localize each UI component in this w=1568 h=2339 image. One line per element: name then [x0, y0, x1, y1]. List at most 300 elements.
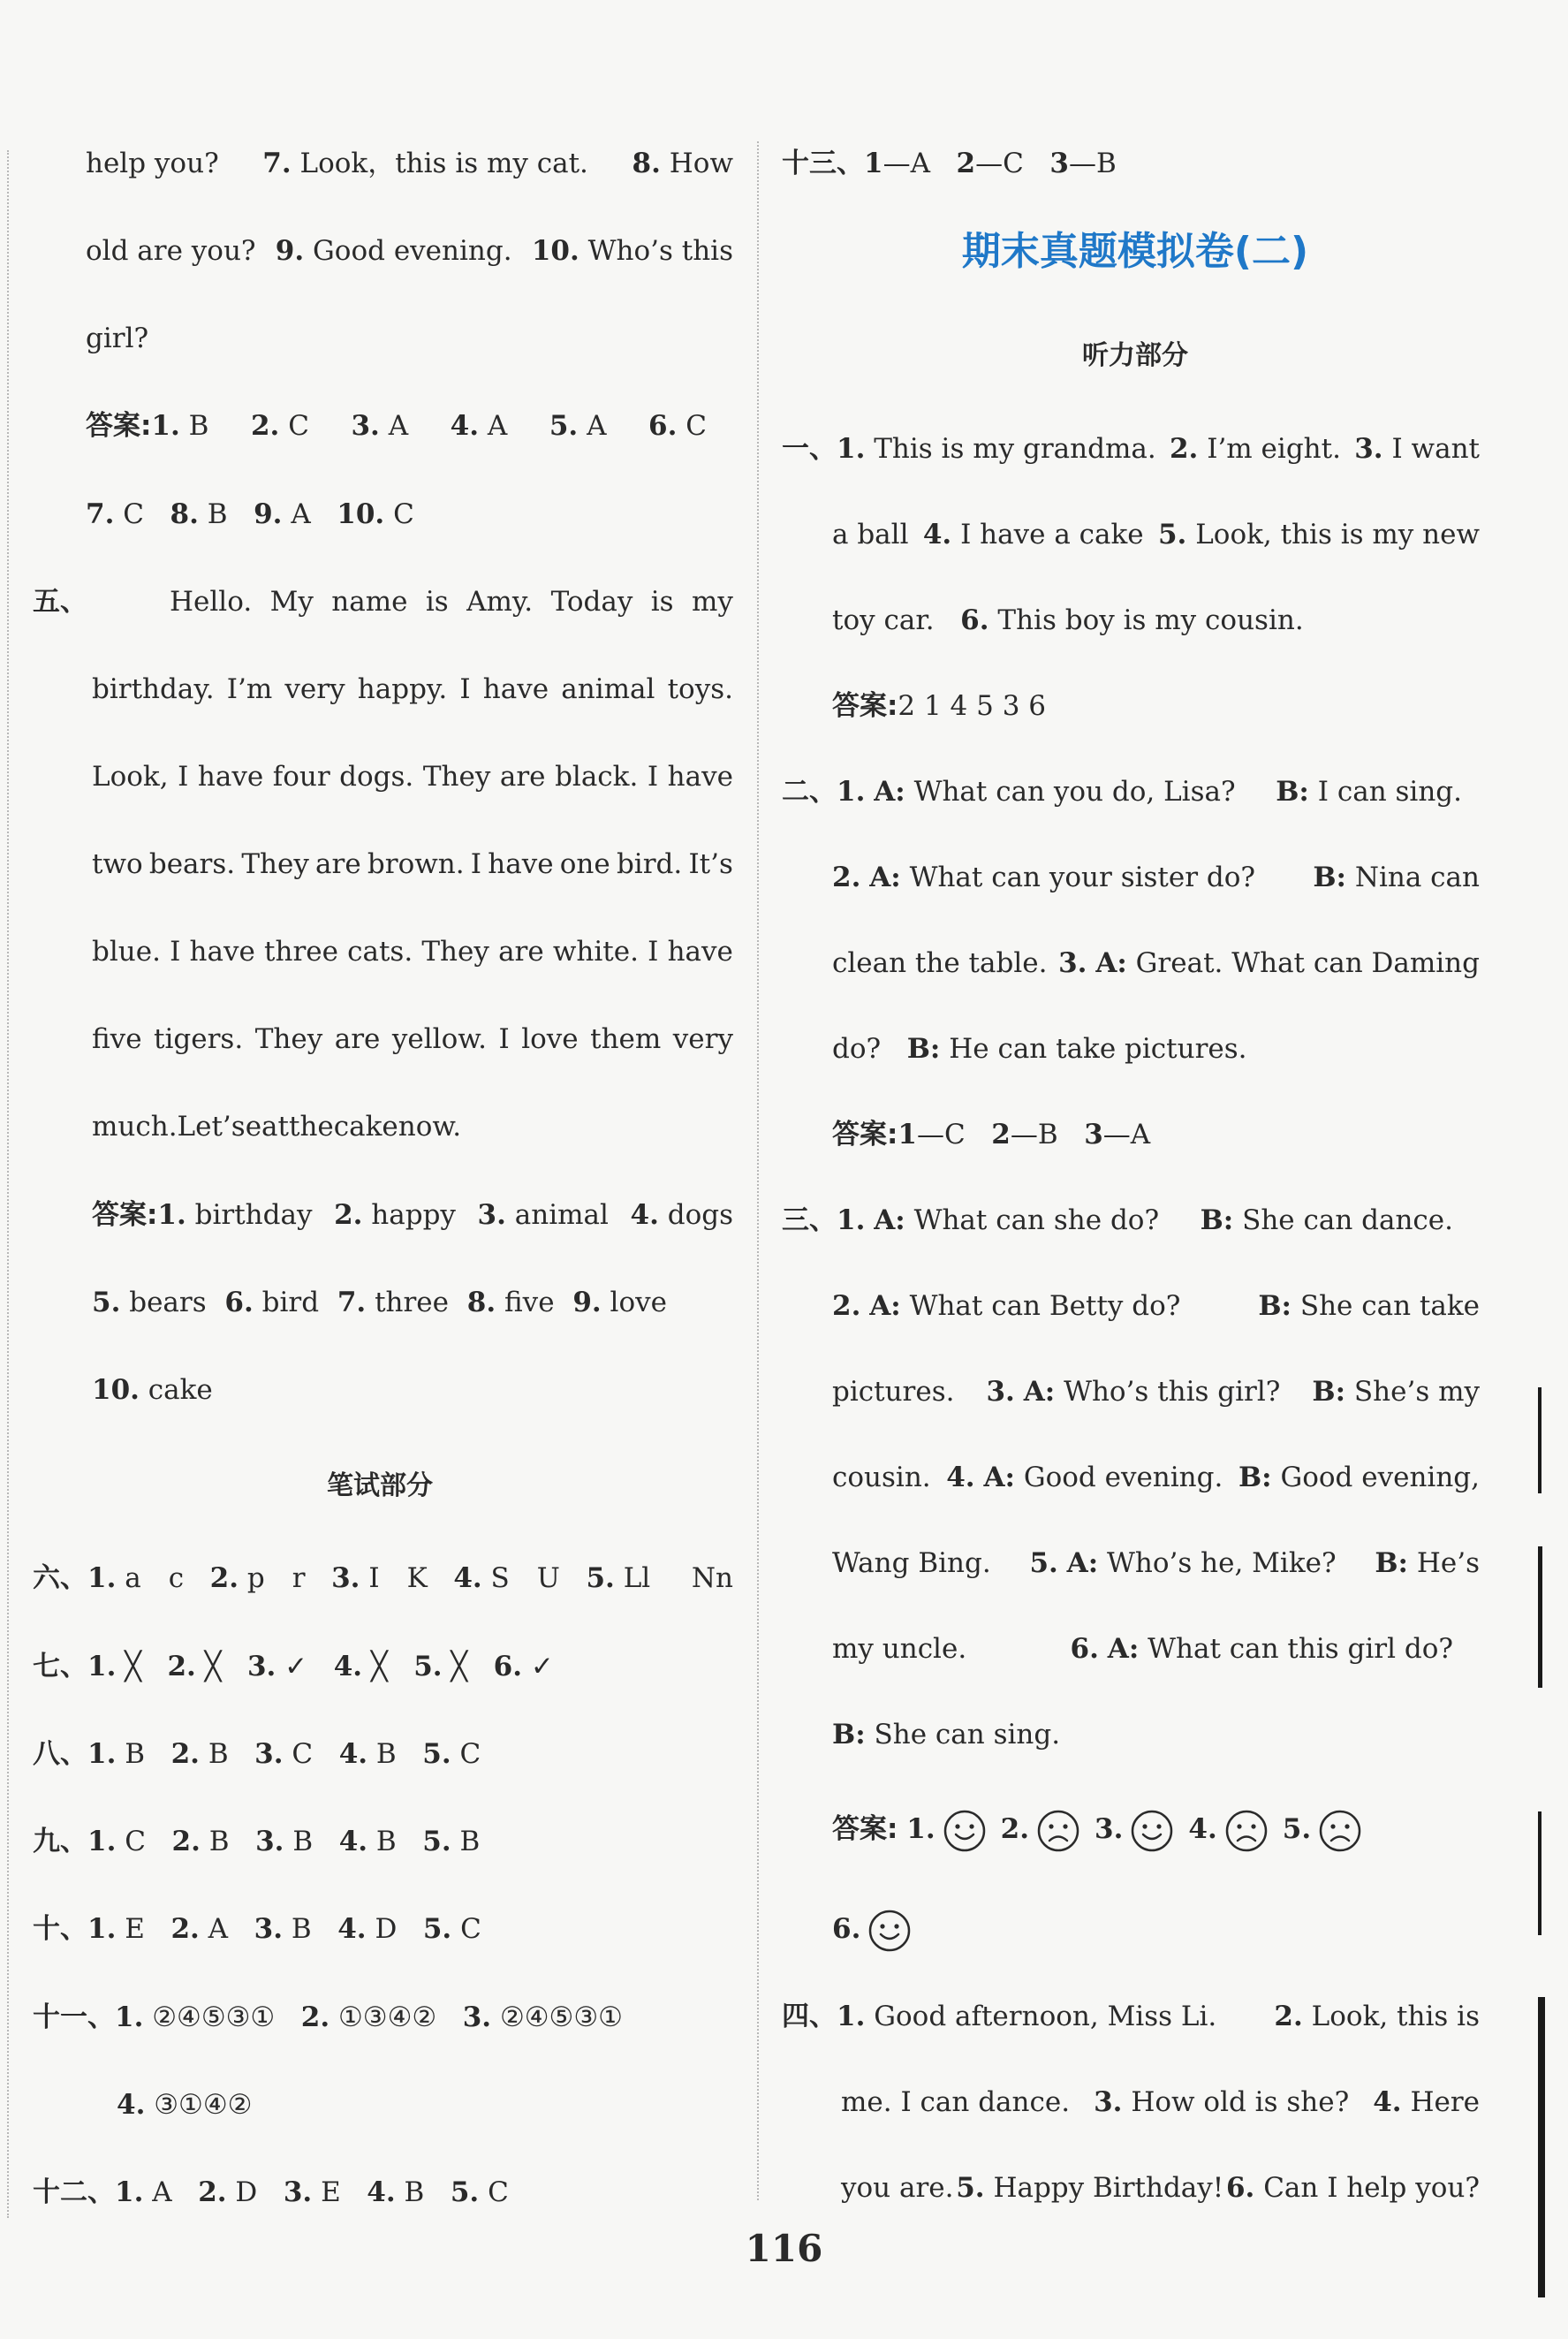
passage-line-4 [92, 838, 733, 891]
num: 6. [224, 1287, 254, 1318]
passage-word: much. [92, 1111, 178, 1143]
num: 1. [837, 2001, 866, 2032]
num: 4. [338, 1826, 368, 1857]
value: C [686, 410, 707, 442]
value: B [291, 1913, 312, 1945]
left-margin-divider [7, 150, 9, 2218]
speaker: A: [1023, 1376, 1056, 1408]
value: C [488, 2176, 509, 2208]
text: Nina can [1354, 862, 1480, 893]
answer-num: 1. [906, 1813, 935, 1845]
section-3-line-a [782, 1194, 1453, 1247]
passage-word: cats. [347, 936, 413, 968]
value: ①③④② [338, 2001, 437, 2033]
text: a ball [832, 519, 909, 551]
line-2 [86, 224, 733, 277]
num: 3. [1094, 2086, 1123, 2118]
value: A [152, 2176, 172, 2208]
num: 4. [1373, 2086, 1402, 2118]
num: 5. [549, 410, 579, 442]
sad-face-icon [1036, 1809, 1080, 1853]
speaker: B: [1258, 1290, 1292, 1322]
num: 1. [87, 1913, 117, 1945]
num: 3 [1049, 148, 1069, 179]
num: 10. [337, 498, 385, 530]
value: B [375, 1826, 397, 1857]
speaker: B: [832, 1719, 866, 1750]
passage-word: black. [555, 761, 639, 793]
section-2-answer [832, 1108, 1506, 1161]
passage-word: I [170, 936, 181, 968]
passage-word: I [470, 848, 482, 880]
num: 8. [632, 148, 661, 179]
value: B [375, 1738, 397, 1770]
answer-num: 2. [1000, 1813, 1030, 1845]
passage-word: is [425, 586, 449, 618]
passage-word: tigers. [154, 1023, 244, 1055]
text: Good evening. [1023, 1462, 1223, 1493]
num: 2 [991, 1119, 1011, 1151]
passage-word: two [92, 848, 143, 880]
num: 2. [334, 1199, 363, 1231]
passage-word: Let’s [177, 1111, 246, 1143]
section-2-line-b [832, 851, 1480, 904]
num: 2. [1169, 433, 1199, 465]
passage-word: birthday. [92, 673, 215, 705]
happy-face-icon [1130, 1809, 1174, 1853]
passage-word: It’s [688, 848, 733, 880]
answer-label: 答案: [832, 1813, 898, 1845]
passage-word: my [691, 586, 733, 618]
section-2-line-d [832, 1022, 1506, 1075]
num: 7. [86, 498, 115, 530]
num: 2. [170, 1738, 200, 1770]
section-3-line-f [832, 1622, 1453, 1675]
answer-line-5 [86, 488, 760, 541]
speaker: A: [1066, 1547, 1099, 1579]
listening-part-heading: 听力部分 [1082, 340, 1188, 371]
num: 4. [922, 519, 952, 551]
answer-5-line-a [92, 1188, 733, 1242]
text: Good evening, [1280, 1462, 1480, 1493]
sad-face-icon [1318, 1809, 1362, 1853]
value: A [208, 1913, 229, 1945]
section-label: 四、 [782, 2001, 837, 2032]
passage-word: have [189, 936, 255, 968]
passage-word: yellow. [391, 1023, 487, 1055]
value: ╳ [370, 1651, 388, 1682]
num: 3. [1354, 433, 1383, 465]
value: ╳ [451, 1651, 468, 1682]
passage-word: dogs. [339, 761, 414, 793]
written-part-heading: 笔试部分 [327, 1470, 433, 1501]
num: 6. [493, 1651, 523, 1682]
passage-word: them [590, 1023, 662, 1055]
question-12 [33, 2166, 760, 2219]
section-3-line-e [832, 1537, 1480, 1590]
question-label: 十三、 [782, 148, 864, 179]
num: 4. [450, 410, 480, 442]
value: ✓ [530, 1651, 554, 1682]
text: This boy is my cousin. [997, 604, 1304, 636]
value: dogs [667, 1199, 733, 1231]
value: D [375, 1913, 398, 1945]
num: 3. [477, 1199, 506, 1231]
num: 4. [630, 1199, 659, 1231]
section-3-line-g [832, 1708, 1506, 1761]
question-label: 九、 [33, 1826, 87, 1857]
question-label: 十二、 [33, 2176, 115, 2208]
num: 8. [170, 498, 199, 530]
question-label: 八、 [33, 1738, 87, 1770]
num: 1 [864, 148, 883, 179]
passage-word: I [498, 1023, 510, 1055]
value: ②④⑤③① [499, 2001, 623, 2033]
passage-word: Today [550, 586, 633, 618]
num: 2. [250, 410, 280, 442]
text: He’s [1416, 1547, 1480, 1579]
passage-word: have [482, 673, 549, 705]
text: Good afternoon, Miss Li. [874, 2001, 1217, 2032]
question-11 [33, 1991, 760, 2044]
value: p r [246, 1562, 306, 1594]
section-3-answer-continued [832, 1898, 1506, 1960]
value: S U [490, 1562, 560, 1594]
value: a c [125, 1562, 185, 1594]
passage-word: have [197, 761, 264, 793]
passage-word: are [498, 936, 544, 968]
value: C [125, 1826, 146, 1857]
passage-word: have [667, 936, 733, 968]
text: you are. [841, 2172, 954, 2204]
text: Look, this is my new [1195, 519, 1480, 551]
num: 6. [1225, 2172, 1255, 2204]
speaker: A: [874, 776, 905, 808]
num: 5. [92, 1287, 121, 1318]
num: 3. [1058, 947, 1087, 979]
section-1-line-c [832, 594, 1506, 647]
value: B [404, 2176, 425, 2208]
text: What can you do, Lisa? [913, 776, 1236, 808]
passage-word: They [241, 848, 309, 880]
value: C [459, 1738, 481, 1770]
speaker: B: [1276, 776, 1309, 808]
question-10 [33, 1902, 760, 1955]
text: What can she do? [913, 1204, 1160, 1236]
text: Happy Birthday! [993, 2172, 1224, 2204]
num: 5. [422, 1913, 452, 1945]
value: —B [1010, 1119, 1058, 1151]
num: 5. [586, 1562, 615, 1594]
speaker: B: [906, 1033, 941, 1065]
value: B [292, 1826, 314, 1857]
value: ③①④② [154, 2089, 253, 2121]
passage-word: I’m [226, 673, 273, 705]
answer-label: 答案: [86, 410, 152, 442]
num: 7. [262, 148, 292, 179]
num: 1. [87, 1562, 117, 1594]
page-edge-mark [1538, 1811, 1541, 1935]
num: 2 [956, 148, 976, 179]
section-1-answer [832, 680, 1506, 733]
speaker: B: [1312, 1376, 1346, 1408]
num: 1 [898, 1119, 917, 1151]
answer-label: 答案: [832, 690, 898, 722]
passage-word: animal [561, 673, 655, 705]
passage-word: I [459, 673, 471, 705]
num: 3. [246, 1651, 276, 1682]
num: 5. [450, 2176, 480, 2208]
question-label: 七、 [33, 1651, 87, 1682]
speaker: B: [1200, 1204, 1234, 1236]
value: —A [1102, 1119, 1151, 1151]
text: pictures. [832, 1376, 955, 1408]
speaker: B: [1313, 862, 1346, 893]
text: I want [1391, 433, 1480, 465]
num: 8. [466, 1287, 496, 1318]
text: What can your sister do? [909, 862, 1256, 893]
num: 3. [283, 2176, 313, 2208]
text: She can dance. [1242, 1204, 1453, 1236]
text: She can take [1299, 1290, 1480, 1322]
question-8 [33, 1728, 760, 1781]
passage-word: I [178, 761, 189, 793]
answer-label: 答案: [832, 1119, 898, 1151]
num: 5. [413, 1651, 443, 1682]
num: 3 [1084, 1119, 1103, 1151]
passage-word: happy. [357, 673, 448, 705]
text: me. I can dance. [841, 2086, 1071, 2118]
value: A [487, 410, 508, 442]
passage-word: four [272, 761, 330, 793]
answer-5-line-c [92, 1363, 760, 1416]
value: B [125, 1738, 146, 1770]
num: 9. [572, 1287, 602, 1318]
value: C [288, 410, 309, 442]
speaker: A: [1095, 947, 1127, 979]
num: 2. [832, 862, 861, 893]
text: toy car. [832, 604, 935, 636]
question-label: 十一、 [33, 2001, 115, 2033]
text: Wang Bing. [832, 1547, 991, 1579]
passage-line-5 [92, 925, 733, 978]
page-edge-mark [1538, 1997, 1545, 2297]
section-4-line-c [841, 2161, 1480, 2214]
text: How old is she? [1131, 2086, 1350, 2118]
passage-word: love [521, 1023, 579, 1055]
text: clean the table. [832, 947, 1048, 979]
answer-label: 答案: [92, 1199, 158, 1231]
answer-line-4 [86, 399, 707, 452]
text: I can sing. [1317, 776, 1462, 808]
num: 2. [198, 2176, 227, 2208]
text: I’m eight. [1207, 433, 1341, 465]
num: 1. [115, 2001, 144, 2033]
value: ╳ [125, 1651, 141, 1682]
section-label: 一、 [782, 433, 837, 465]
passage-word: bears. [148, 848, 236, 880]
passage-word: one [559, 848, 610, 880]
num: 4. [946, 1462, 975, 1493]
value: 2 1 4 5 3 6 [898, 690, 1047, 722]
text: Look，this is my cat. [299, 148, 588, 179]
section-2-line-a [782, 765, 1462, 818]
value: —C [975, 148, 1024, 179]
text: old are you? [86, 235, 256, 267]
value: E [321, 2176, 341, 2208]
passage-line-2 [92, 663, 733, 716]
passage-line-3 [92, 750, 733, 803]
value: B [207, 498, 228, 530]
value: D [235, 2176, 258, 2208]
num: 2. [170, 1913, 200, 1945]
text: She can sing. [874, 1719, 1061, 1750]
passage-word: is [650, 586, 674, 618]
num: 10. [531, 235, 579, 267]
value: birthday [194, 1199, 313, 1231]
value: animal [514, 1199, 609, 1231]
value: A [587, 410, 607, 442]
text: This is my grandma. [874, 433, 1156, 465]
value: B [208, 1738, 229, 1770]
num: 3. [254, 1913, 283, 1945]
value: three [375, 1287, 449, 1318]
page-number: 116 [745, 2227, 823, 2270]
passage-word: cake [333, 1111, 398, 1143]
num: 2. [167, 1651, 196, 1682]
text: Who’s this [587, 235, 733, 267]
passage-word: blue. [92, 936, 161, 968]
value: —A [882, 148, 930, 179]
value: bird [261, 1287, 320, 1318]
section-2-line-c [832, 937, 1480, 990]
passage-word: My [269, 586, 314, 618]
line-1 [86, 137, 733, 190]
num: 2. [1274, 2001, 1303, 2032]
passage-word: Amy. [466, 586, 534, 618]
speaker: A: [1107, 1633, 1140, 1665]
value: —B [1068, 148, 1117, 179]
value: happy [371, 1199, 456, 1231]
num: 6. [960, 604, 989, 636]
value: five [504, 1287, 555, 1318]
value: Nn [691, 1562, 733, 1594]
section-3-line-c [832, 1365, 1480, 1418]
num: 5. [1157, 519, 1187, 551]
num: 1. [157, 1199, 186, 1231]
text: Look, this is [1311, 2001, 1480, 2032]
value: ②④⑤③① [152, 2001, 276, 2033]
passage-word: are [315, 848, 361, 880]
num: 7. [337, 1287, 367, 1318]
num: 4. [338, 1738, 368, 1770]
happy-face-icon [943, 1809, 987, 1853]
text: He can take pictures. [949, 1033, 1247, 1065]
text: Can I help you? [1263, 2172, 1480, 2204]
sad-face-icon [1224, 1809, 1269, 1853]
section-4-line-b [841, 2076, 1480, 2129]
section-3-line-b [832, 1280, 1480, 1333]
question-7 [33, 1640, 760, 1693]
passage-word: I [648, 936, 659, 968]
num: 9. [275, 235, 305, 267]
value: C [460, 1913, 481, 1945]
happy-face-icon [867, 1909, 912, 1953]
text: What can this girl do? [1148, 1633, 1453, 1665]
text: What can Betty do? [909, 1290, 1181, 1322]
text: my uncle. [832, 1633, 967, 1665]
value: —C [916, 1119, 966, 1151]
num: 3. [331, 1562, 360, 1594]
value: bears [129, 1287, 207, 1318]
value: C [292, 1738, 314, 1770]
passage-word: bird. [616, 848, 683, 880]
value: Ll [623, 1562, 651, 1594]
passage-word: are [334, 1023, 381, 1055]
value: B [208, 1826, 230, 1857]
num: 3. [462, 2001, 492, 2033]
passage-word: eat [245, 1111, 289, 1143]
value: C [393, 498, 414, 530]
passage-word: very [672, 1023, 733, 1055]
text: cousin. [832, 1462, 931, 1493]
answer-num: 6. [832, 1913, 861, 1945]
num: 1. [151, 410, 180, 442]
text: do? [832, 1033, 882, 1065]
answer-5-line-b [92, 1276, 667, 1329]
num: 2. [209, 1562, 239, 1594]
passage-line-6 [92, 1013, 733, 1066]
num: 1. [837, 433, 866, 465]
num: 4. [117, 2089, 146, 2121]
section-4-line-a [782, 1990, 1480, 2043]
passage-word: very [284, 673, 345, 705]
section-3-line-d [832, 1451, 1480, 1504]
num: 3. [986, 1376, 1015, 1408]
passage-word: name [331, 586, 408, 618]
passage-word: brown. [367, 848, 465, 880]
value: ╳ [204, 1651, 222, 1682]
passage-line-1 [170, 575, 733, 628]
question-label: 十、 [33, 1913, 87, 1945]
num: 5. [422, 1826, 451, 1857]
passage-word: Look, [92, 761, 169, 793]
num: 4. [453, 1562, 482, 1594]
speaker: A: [874, 1204, 905, 1236]
passage-word: the [289, 1111, 334, 1143]
page-edge-mark [1538, 1546, 1542, 1688]
text: Who’s he, Mike? [1107, 1547, 1337, 1579]
text: How [669, 148, 733, 179]
section-5-label: 五、 [33, 586, 87, 618]
value: A [388, 410, 409, 442]
text: I have a cake [960, 519, 1144, 551]
passage-word: five [92, 1023, 142, 1055]
question-label: 六、 [33, 1562, 87, 1594]
exam-title: 期末真题模拟卷(二) [961, 229, 1309, 274]
num: 3. [254, 1738, 284, 1770]
passage-line-7 [92, 1100, 760, 1153]
num: 1. [837, 776, 866, 808]
num: 10. [92, 1374, 140, 1406]
answer-num: 5. [1282, 1813, 1312, 1845]
passage-word: Hello. [170, 586, 253, 618]
section-1-line-b [832, 508, 1480, 561]
passage-word: white. [552, 936, 639, 968]
passage-word: They [421, 936, 489, 968]
value: B [459, 1826, 481, 1857]
num: 1. [87, 1826, 117, 1857]
